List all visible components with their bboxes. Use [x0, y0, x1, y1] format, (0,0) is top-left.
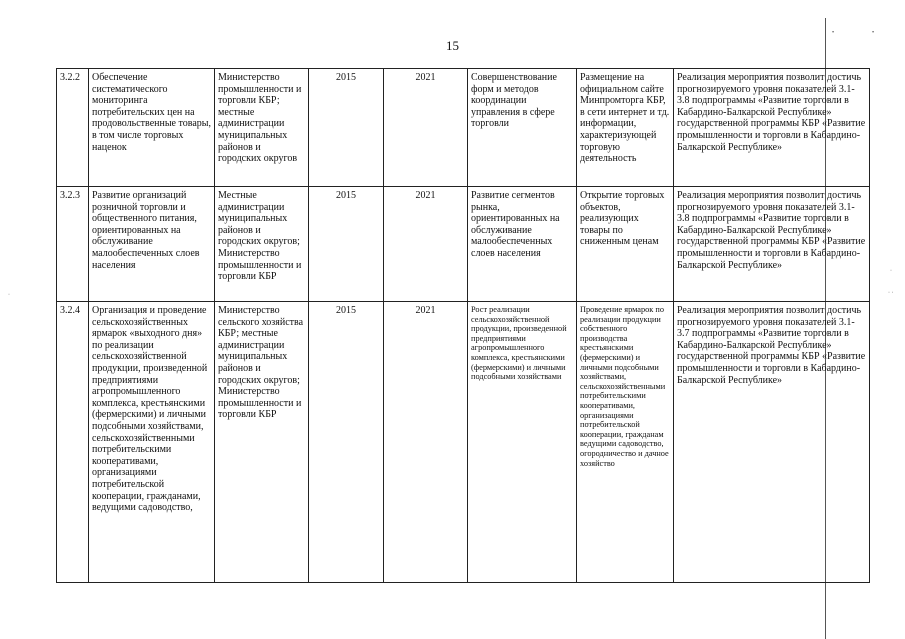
expected-result-cell: Рост реализации сельскохозяйственной продукции, произведенной предприятиями агропромышленного комплекса, крестьянскими (фермерскими) и личными подсобными хозяйствами — [468, 302, 577, 583]
end-year-cell: 2021 — [384, 69, 468, 187]
program-link-cell: Реализация мероприятия позволит достичь прогнозируемого уровня показателей 3.1-3.7 подпрограммы «Развитие торговли в Кабардино-Балкарской Республике» государственной программы КБР «Развитие промышленности и торговли в Кабардино-Балкарской Республике» — [674, 302, 870, 583]
scan-speck: • — [872, 30, 875, 36]
activity-cell: Организация и проведение сельскохозяйственных ярмарок «выходного дня» по реализации сельскохозяйственной продукции, произведенной предприятиями агропромышленного комплекса, крестьянскими (фермерскими) и личными подсобными хозяйствами, сельскохозяйственными потребительскими кооперативами, организациями потребительской кооперации, гражданами, ведущими садоводство, — [89, 302, 215, 583]
end-year-cell: 2021 — [384, 187, 468, 302]
row-number: 3.2.2 — [57, 69, 89, 187]
start-year-cell: 2015 — [309, 69, 384, 187]
row-number: 3.2.3 — [57, 187, 89, 302]
row-number: 3.2.4 — [57, 302, 89, 583]
expected-result-cell: Развитие сегментов рынка, ориентированных на обслуживание малообеспеченных слоев населения — [468, 187, 577, 302]
scan-speck: · · — [888, 290, 894, 296]
table-row — [57, 187, 870, 302]
scan-speck: • — [832, 30, 835, 36]
activity-cell: Развитие организаций розничной торговли и общественного питания, ориентированных на обслуживание малообеспеченных слоев населения — [89, 187, 215, 302]
end-year-cell: 2021 — [384, 302, 468, 583]
executor-cell: Министерство сельского хозяйства КБР; местные администрации муниципальных районов и городских округов; Министерство промышленности и торговли КБР — [215, 302, 309, 583]
table-row — [57, 69, 870, 187]
table-row — [57, 302, 870, 583]
executor-cell: Местные администрации муниципальных районов и городских округов; Министерство промышленности и торговли КБР — [215, 187, 309, 302]
scan-speck: · — [890, 268, 892, 274]
indicator-cell: Проведение ярмарок по реализации продукции собственного производства крестьянскими (фермерскими) и личными подсобными хозяйствами, сельскохозяйственными потребительскими кооперативами, организациями потребительской кооперации, гражданам ведущими садоводство, огородничество и дачное хозяйство — [577, 302, 674, 583]
program-link-cell: Реализация мероприятия позволит достичь прогнозируемого уровня показателей 3.1-3.8 подпрограммы «Развитие торговли в Кабардино-Балкарской Республике» государственной программы КБР «Развитие промышленности и торговли в Кабардино-Балкарской Республике» — [674, 187, 870, 302]
indicator-cell: Размещение на официальном сайте Минпромторга КБР, в сети интернет и тд. информации, характеризующей торговую деятельность — [577, 69, 674, 187]
scan-speck: · — [8, 292, 10, 298]
start-year-cell: 2015 — [309, 187, 384, 302]
start-year-cell: 2015 — [309, 302, 384, 583]
activities-table — [56, 68, 870, 583]
indicator-cell: Открытие торговых объектов, реализующих товары по сниженным ценам — [577, 187, 674, 302]
expected-result-cell: Совершенствование форм и методов координации управления в сфере торговли — [468, 69, 577, 187]
program-link-cell: Реализация мероприятия позволит достичь прогнозируемого уровня показателей 3.1-3.8 подпрограммы «Развитие торговли в Кабардино-Балкарской Республике» государственной программы КБР «Развитие промышленности и торговли в Кабардино-Балкарской Республике» — [674, 69, 870, 187]
page-number: 15 — [446, 38, 459, 53]
activity-cell: Обеспечение систематического мониторинга потребительских цен на продовольственные товары, в том числе торговых наценок — [89, 69, 215, 187]
executor-cell: Министерство промышленности и торговли КБР; местные администрации муниципальных районов и городских округов — [215, 69, 309, 187]
